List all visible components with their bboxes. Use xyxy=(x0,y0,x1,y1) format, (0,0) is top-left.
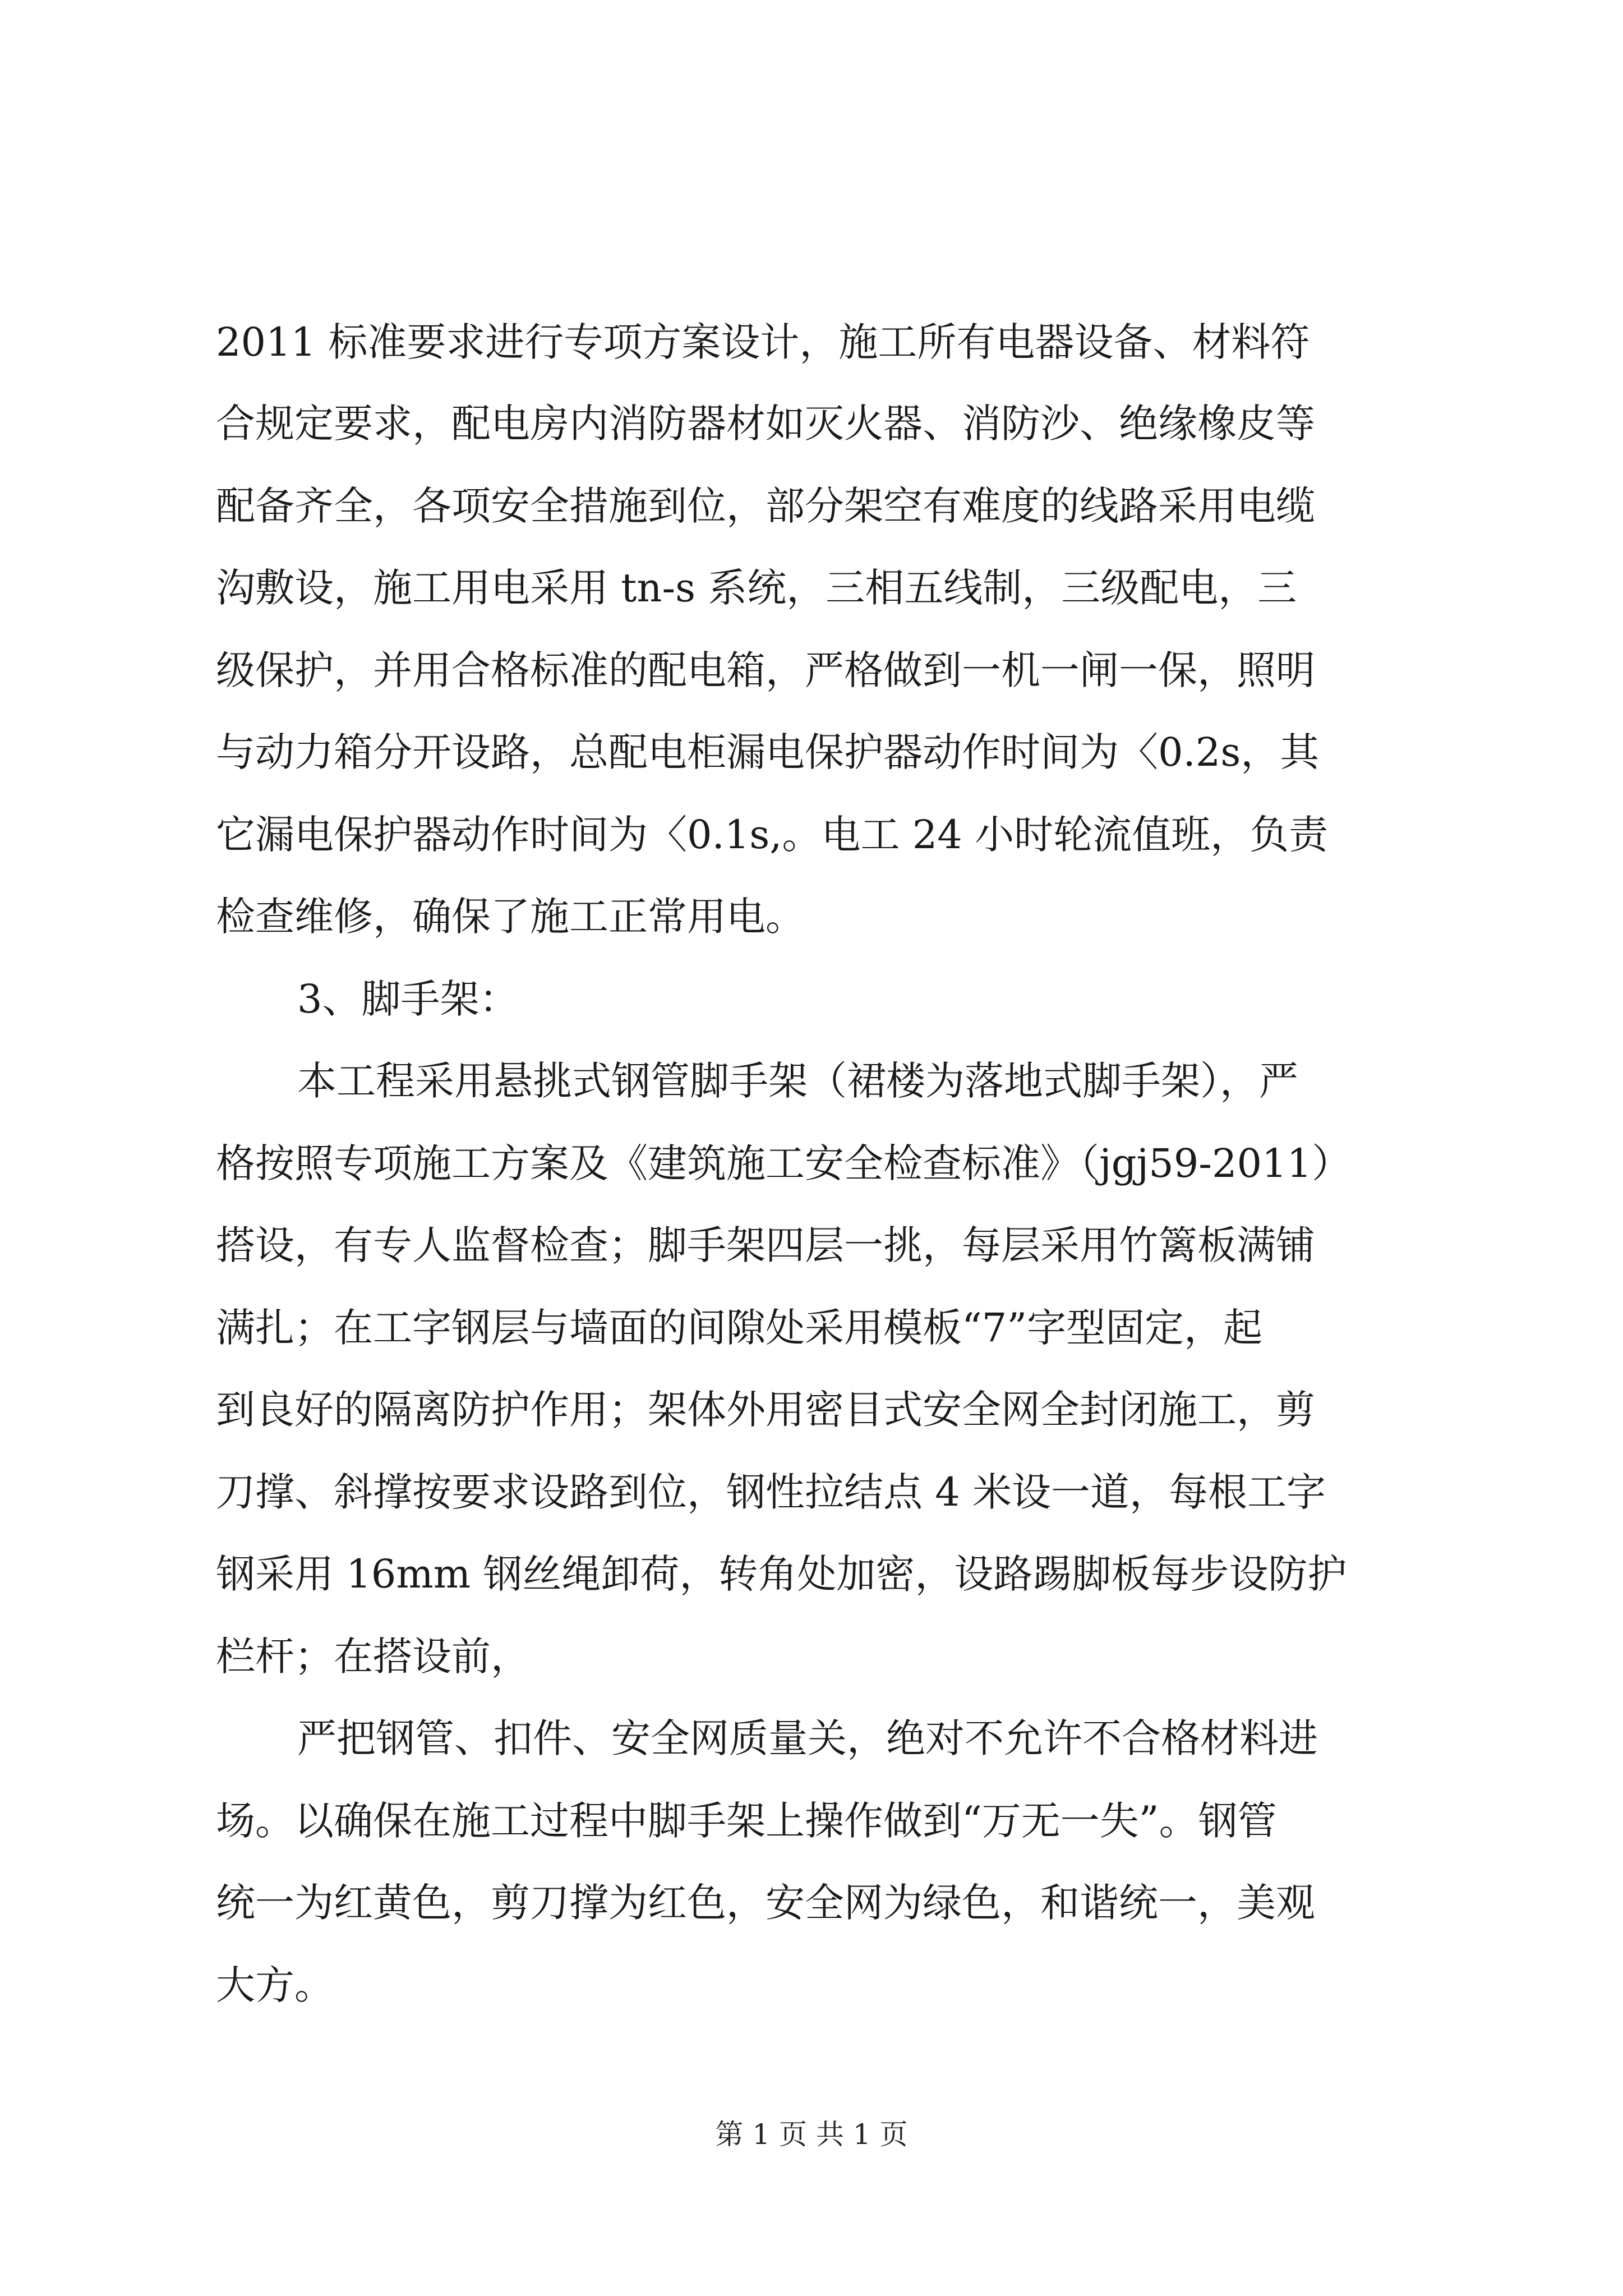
body-line: 大方。 xyxy=(216,1962,334,2008)
body-line: 沟敷设，施工用电采用 tn-s 系统，三相五线制，三级配电，三 xyxy=(216,565,1297,611)
body-line: 合规定要求，配电房内消防器材如灭火器、消防沙、绝缘橡皮等 xyxy=(216,401,1315,447)
body-line: 搭设，有专人监督检查；脚手架四层一挑，每层采用竹篱板满铺 xyxy=(216,1222,1315,1268)
body-line: 它漏电保护器动作时间为〈0.1s,。电工 24 小时轮流值班，负责 xyxy=(216,812,1329,858)
body-line: 与动力箱分开设路，总配电柜漏电保护器动作时间为〈0.2s，其 xyxy=(216,729,1320,775)
body-line: 栏杆；在搭设前， xyxy=(216,1634,530,1680)
body-line: 本工程采用悬挑式钢管脚手架（裙楼为落地式脚手架），严 xyxy=(297,1058,1298,1104)
body-line: 钢采用 16mm 钢丝绳卸荷，转角处加密，设路踢脚板每步设防护 xyxy=(216,1551,1347,1597)
body-line: 格按照专项施工方案及《建筑施工安全检查标准》（jgj59-2011） xyxy=(216,1140,1352,1186)
body-line: 级保护，并用合格标准的配电箱，严格做到一机一闸一保，照明 xyxy=(216,647,1315,693)
body-line: 刀撑、斜撑按要求设路到位，钢性拉结点 4 米设一道，每根工字 xyxy=(216,1469,1326,1515)
body-line: 严把钢管、扣件、安全网质量关，绝对不允许不合格材料进 xyxy=(297,1715,1318,1761)
body-line: 检查维修，确保了施工正常用电。 xyxy=(216,894,805,940)
section-heading: 3、脚手架： xyxy=(297,976,519,1022)
page-footer: 第 1 页 共 1 页 xyxy=(715,2118,908,2151)
body-line: 2011 标准要求进行专项方案设计，施工所有电器设备、材料符 xyxy=(216,319,1310,365)
body-line: 统一为红黄色，剪刀撑为红色，安全网为绿色，和谐统一，美观 xyxy=(216,1880,1315,1926)
body-line: 场。以确保在施工过程中脚手架上操作做到“万无一失”。钢管 xyxy=(216,1798,1277,1844)
body-line: 到良好的隔离防护作用；架体外用密目式安全网全封闭施工，剪 xyxy=(216,1387,1315,1433)
body-line: 满扎；在工字钢层与墙面的间隙处采用模板“7”字型固定，起 xyxy=(216,1305,1263,1351)
body-line: 配备齐全，各项安全措施到位，部分架空有难度的线路采用电缆 xyxy=(216,483,1315,529)
